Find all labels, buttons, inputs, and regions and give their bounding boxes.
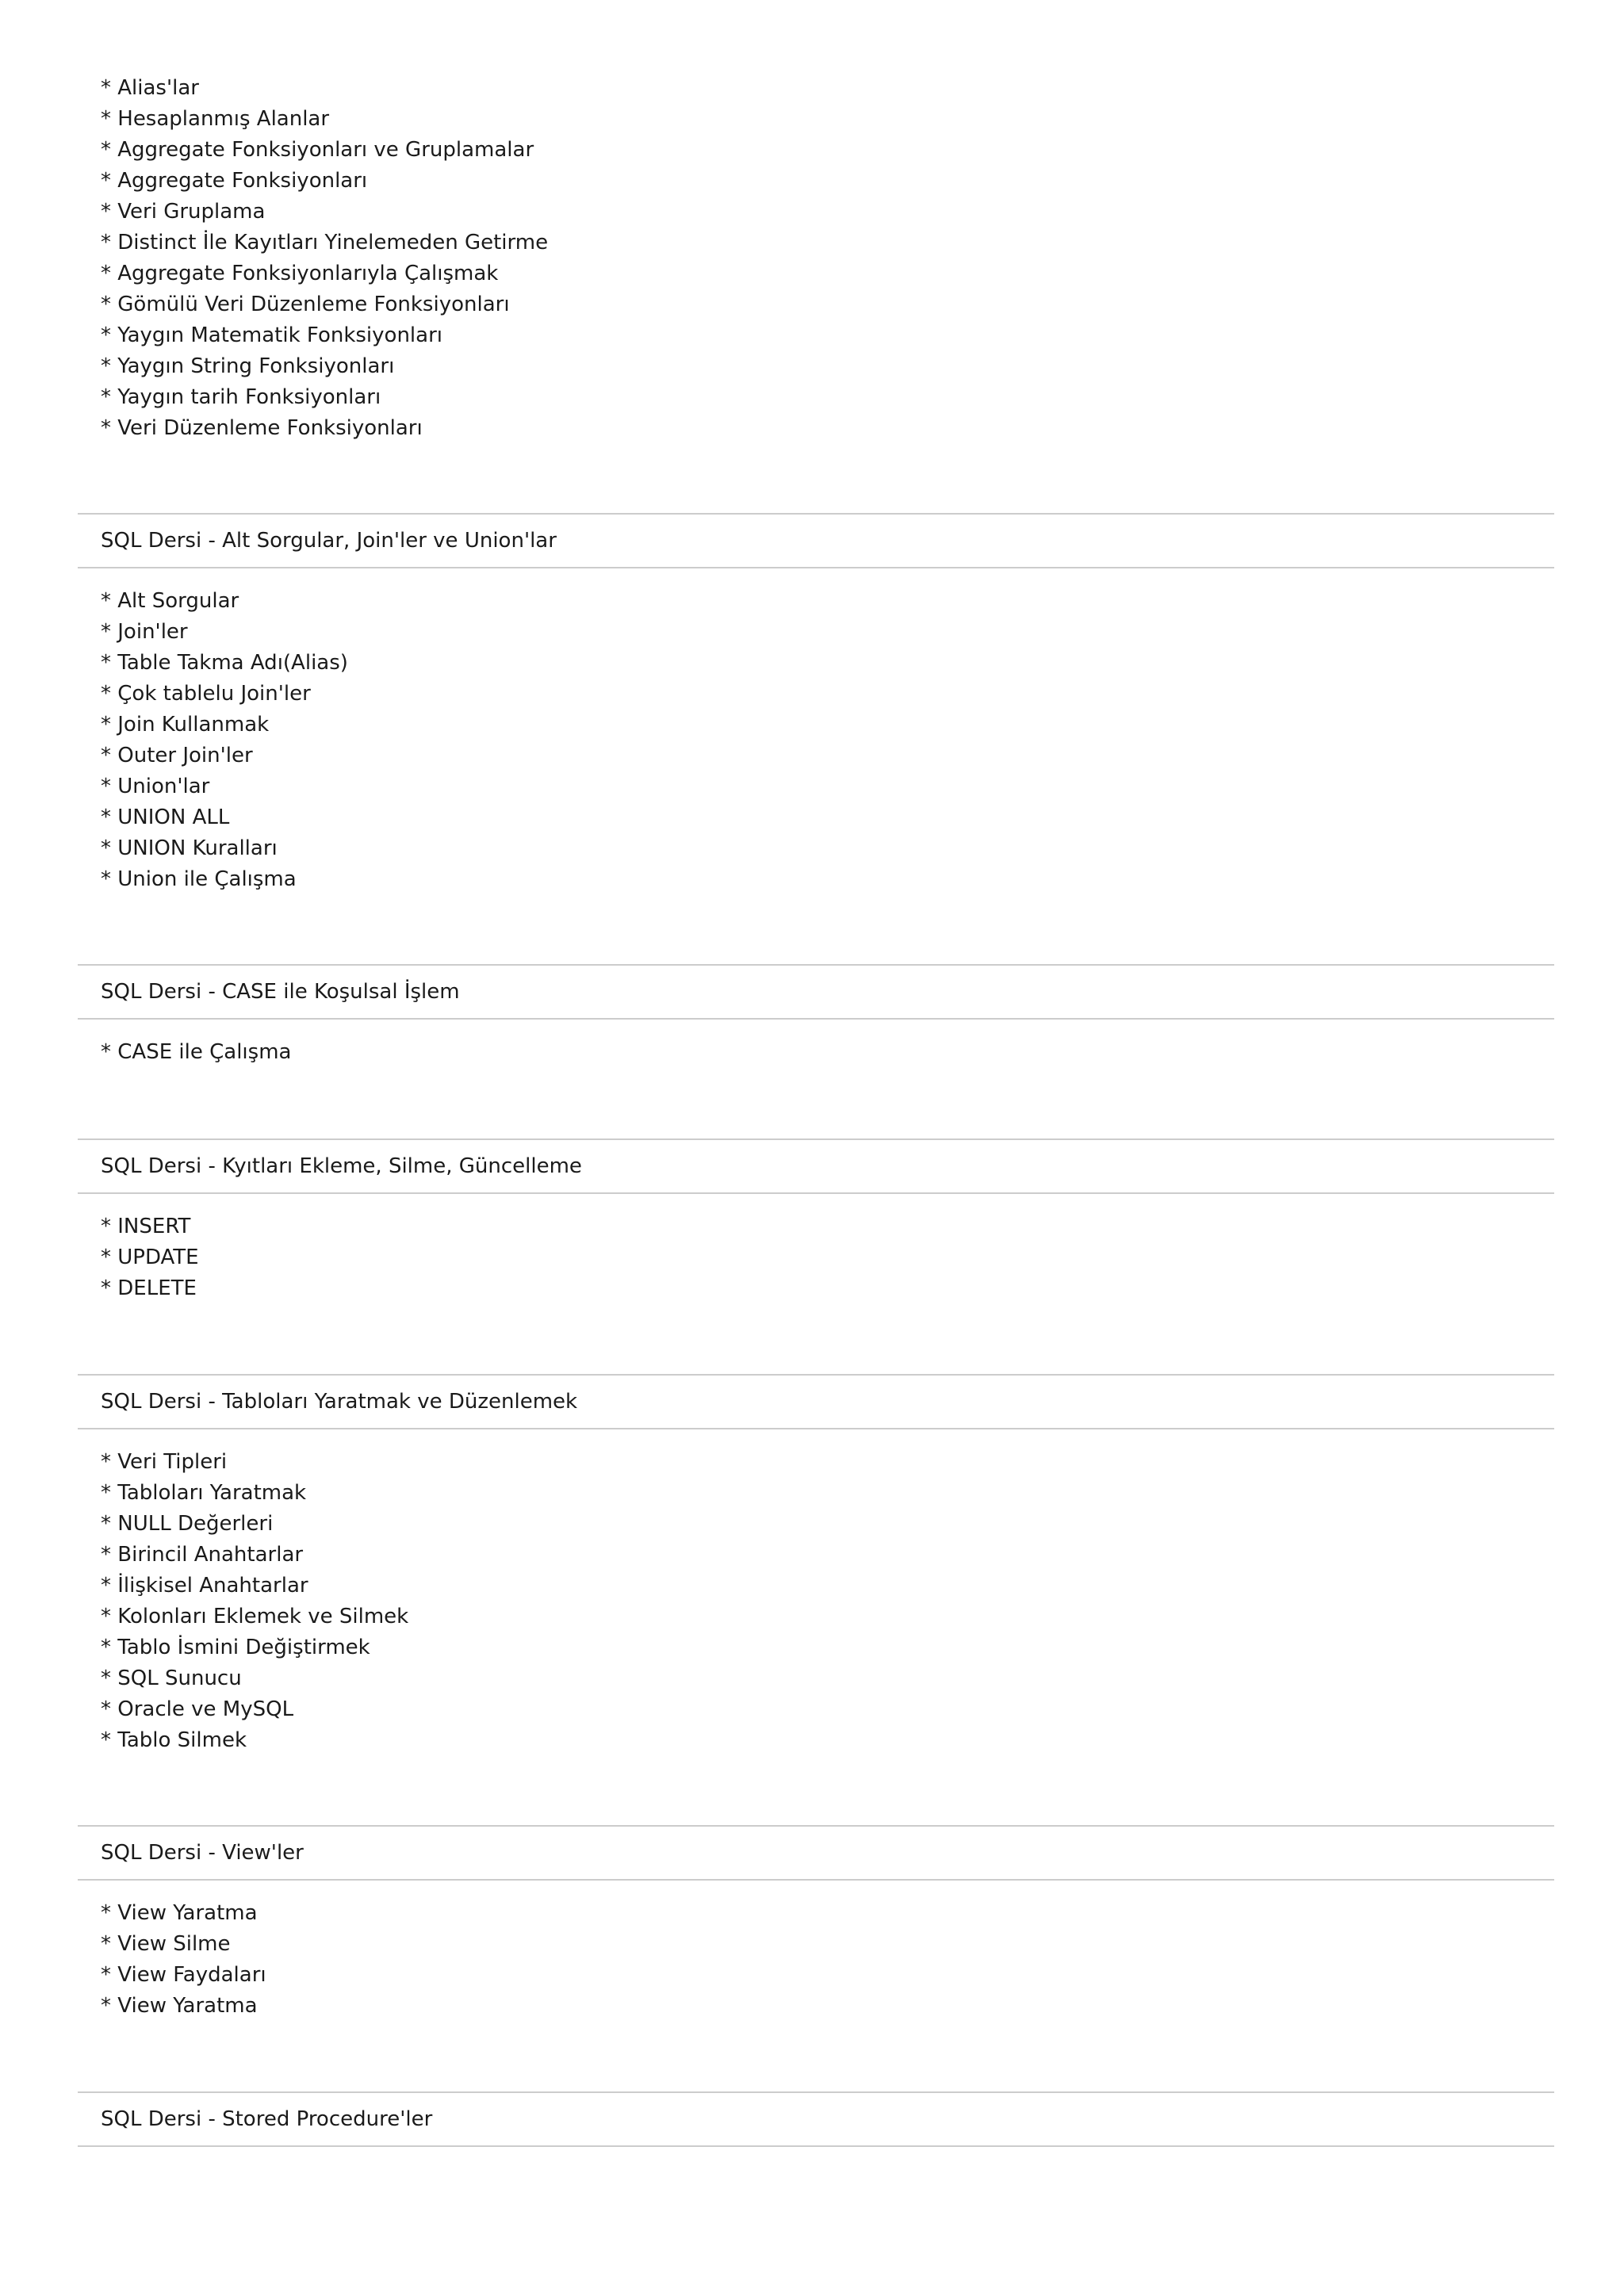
intro-topic-list bbox=[101, 73, 548, 444]
section-topic-list bbox=[101, 1898, 266, 2022]
list-item: * Tablo Silmek bbox=[101, 1728, 247, 1752]
list-item: * Alt Sorgular bbox=[101, 589, 239, 613]
list-item: * INSERT bbox=[101, 1215, 191, 1238]
list-item: * Birincil Anahtarlar bbox=[101, 1543, 304, 1567]
list-item: * Hesaplanmış Alanlar bbox=[101, 107, 330, 131]
list-item: * Çok tablelu Join'ler bbox=[101, 682, 311, 706]
list-item: * DELETE bbox=[101, 1276, 197, 1300]
list-item: * Join'ler bbox=[101, 620, 188, 644]
list-item: * Union ile Çalışma bbox=[101, 867, 297, 891]
list-item: * Veri Düzenleme Fonksiyonları bbox=[101, 416, 423, 440]
list-item: * Aggregate Fonksiyonları bbox=[101, 169, 368, 193]
section-title: SQL Dersi - Stored Procedure'ler bbox=[101, 2107, 433, 2131]
list-item: * View Faydaları bbox=[101, 1963, 266, 1987]
list-item: * View Yaratma bbox=[101, 1901, 258, 1925]
section-header bbox=[78, 513, 1554, 568]
list-item: * Join Kullanmak bbox=[101, 713, 270, 737]
section-header bbox=[78, 1825, 1554, 1881]
list-item: * Outer Join'ler bbox=[101, 744, 253, 767]
list-item: * View Silme bbox=[101, 1932, 231, 1956]
list-item: * Alias'lar bbox=[101, 76, 199, 100]
section-header bbox=[78, 1138, 1554, 1194]
list-item: * CASE ile Çalışma bbox=[101, 1040, 292, 1064]
section-header bbox=[78, 2091, 1554, 2147]
list-item: * Union'lar bbox=[101, 775, 210, 798]
list-item: * Kolonları Eklemek ve Silmek bbox=[101, 1605, 409, 1628]
list-item: * UNION ALL bbox=[101, 806, 230, 829]
section-topic-list bbox=[101, 1037, 291, 1068]
list-item: * Gömülü Veri Düzenleme Fonksiyonları bbox=[101, 293, 510, 316]
section-topic-list bbox=[101, 586, 348, 895]
section-title: SQL Dersi - View'ler bbox=[101, 1841, 304, 1865]
list-item: * Table Takma Adı(Alias) bbox=[101, 651, 348, 675]
list-item: * Distinct İle Kayıtları Yinelemeden Getirme bbox=[101, 231, 549, 254]
list-item: * Yaygın String Fonksiyonları bbox=[101, 354, 395, 378]
section-topic-list bbox=[101, 1447, 408, 1756]
list-item: * Aggregate Fonksiyonlarıyla Çalışmak bbox=[101, 262, 499, 285]
list-item: * NULL Değerleri bbox=[101, 1512, 274, 1536]
list-item: * View Yaratma bbox=[101, 1994, 258, 2018]
section-header bbox=[78, 964, 1554, 1020]
list-item: * Aggregate Fonksiyonları ve Gruplamalar bbox=[101, 138, 534, 162]
section-title: SQL Dersi - Kyıtları Ekleme, Silme, Güncelleme bbox=[101, 1154, 582, 1178]
list-item: * Yaygın tarih Fonksiyonları bbox=[101, 385, 381, 409]
section-title: SQL Dersi - Alt Sorgular, Join'ler ve Union'lar bbox=[101, 529, 557, 553]
list-item: * Tabloları Yaratmak bbox=[101, 1481, 307, 1505]
section-title: SQL Dersi - CASE ile Koşulsal İşlem bbox=[101, 980, 460, 1004]
list-item: * Veri Gruplama bbox=[101, 200, 266, 224]
list-item: * UNION Kuralları bbox=[101, 836, 278, 860]
list-item: * Veri Tipleri bbox=[101, 1450, 228, 1474]
section-topic-list bbox=[101, 1211, 199, 1304]
list-item: * Tablo İsmini Değiştirmek bbox=[101, 1636, 370, 1659]
section-title: SQL Dersi - Tabloları Yaratmak ve Düzenlemek bbox=[101, 1390, 578, 1414]
list-item: * SQL Sunucu bbox=[101, 1667, 242, 1690]
list-item: * Oracle ve MySQL bbox=[101, 1697, 294, 1721]
list-item: * UPDATE bbox=[101, 1246, 199, 1269]
list-item: * Yaygın Matematik Fonksiyonları bbox=[101, 323, 442, 347]
list-item: * İlişkisel Anahtarlar bbox=[101, 1574, 308, 1598]
section-header bbox=[78, 1374, 1554, 1429]
